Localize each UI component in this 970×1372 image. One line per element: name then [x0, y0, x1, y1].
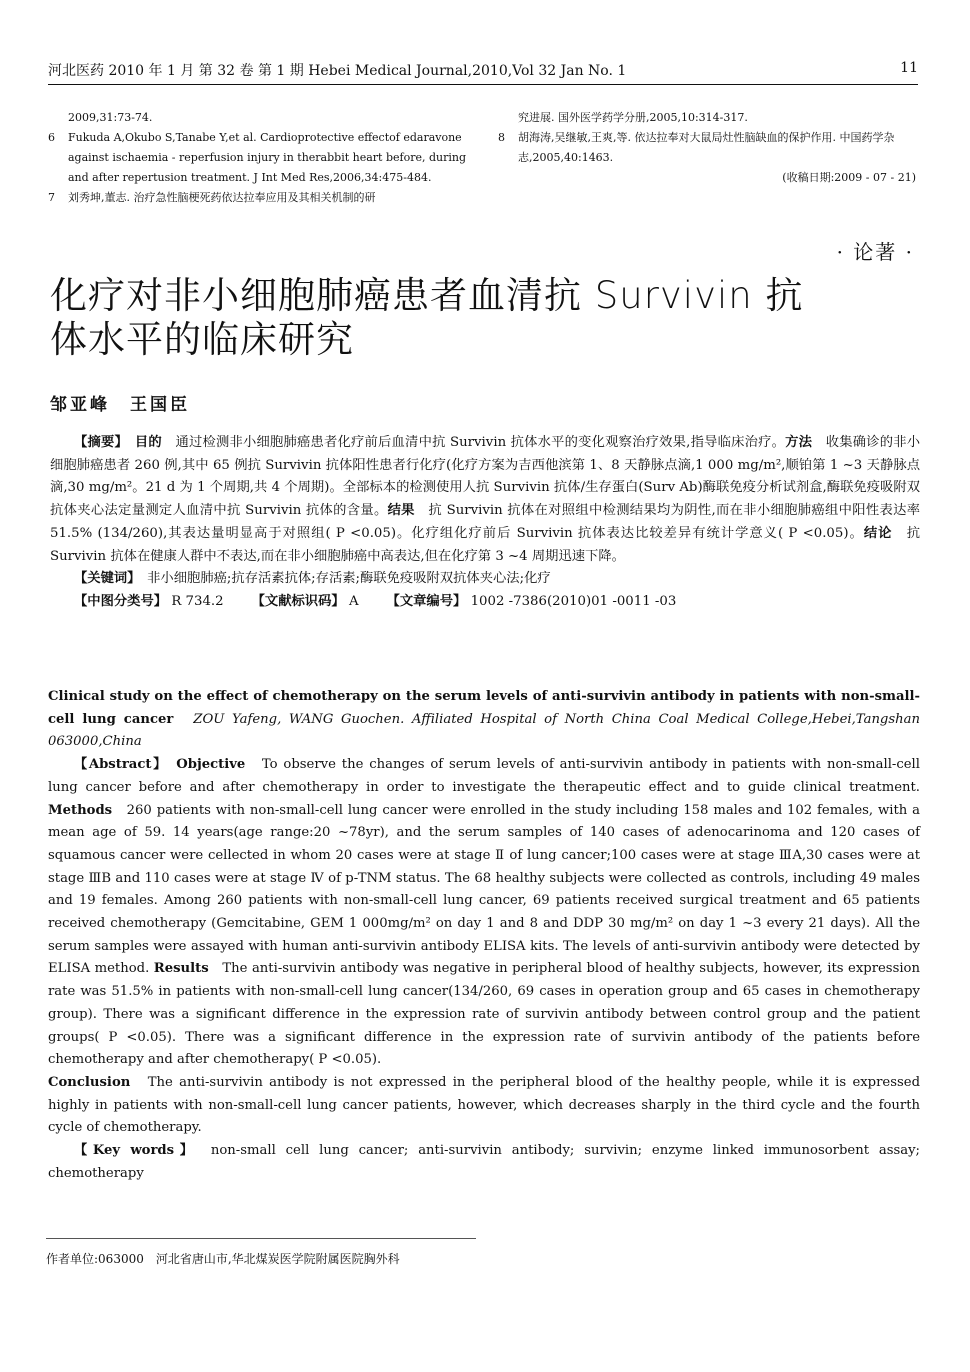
reference-item: 7 刘秀坤,董志. 治疗急性脑梗死药依达拉奉应用及其相关机制的研 [48, 191, 376, 204]
abstract-en-body: 【Abstract】 Objective To observe the changes of serum levels of anti-survivin antibody in patients with non-small-cell lung cancer before and after chemotherapy in order to investigate the therapeutic effect and to guide clinical treatment. Methods 260 patients with non-small-cell lung cancer were enrolled in the study including 158 males and 102 females, with a mean age of 59. 14 years(age range:20 ~78yr), and the serum samples of 140 cases of adenocarinoma and 120 cases of squamous cancer were cellected in whom 20 cases were at stage Ⅱ of lung cancer;100 cases were at stage ⅢA,30 cases were at stage ⅢB and 110 cases were at stage Ⅳ of p-TNM status. The 68 healthy subjects were collected as controls, including 49 males and 19 females. Among 260 patients with non-small-cell lung cancer, 69 patients received surgical treatment and 65 patients received chemotherapy (Gemcitabine, GEM 1 000mg/m² on day 1 and 8 and DDP 30 mg/m² on day 1 ~3 every 21 days). All the serum samples were assayed with human anti-survivin antibody ELISA kits. The levels of anti-survivin antibody were detected by ELISA method. Results The anti-survivin antibody was negative in peripheral blood of healthy subjects, however, its expression rate was 51.5% in patients with non-small-cell lung cancer(134/260, 69 cases in operation group and 65 cases in chemotherapy group). There was a significant difference in the expression rate of survivin antibody between control group and the patient groups( P <0.05). There was a significant difference in the expression rate of survivin antibody of the patients before chemotherapy and after chemotherapy( P <0.05). [48, 757, 920, 1068]
reference-item: 6 Fukuda A,Okubo S,Tanabe Y,et al. Cardioprotective effectof edaravone against ischaemia - reperfusion injury in therabbit heart before, during and after repertusion treatment. J Int Med Res,2006,34:475-484. [48, 131, 466, 184]
conclusion-en: Conclusion The anti-survivin antibody is not expressed in the peripheral blood of the healthy people, while it is expressed highly in patients with non-small-cell lung cancer patients, however, which decreases sharply in the third cycle and the fourth cycle of chemotherapy. [48, 1074, 921, 1136]
reference-item: 2009,31:73-74. [68, 111, 153, 124]
keywords-en: 【Key words】 non-small cell lung cancer; anti-survivin antibody; survivin; enzyme linked immunosorbent assay; chemotherapy [48, 1143, 921, 1181]
reference-item: 究进展. 国外医学药学分册,2005,10:314-317. [518, 111, 748, 124]
abstract-en [48, 686, 920, 1185]
references-right-column [496, 108, 916, 188]
reference-item: 8 胡海涛,吴继敏,王爽,等. 依达拉奉对大鼠局灶性脑缺血的保护作用. 中国药学杂志,2005,40:1463. [498, 131, 895, 164]
journal-header: 河北医药 2010 年 1 月 第 32 卷 第 1 期 Hebei Medical Journal,2010,Vol 32 Jan No. 1 [48, 63, 627, 79]
page-number: 11 [900, 60, 918, 76]
references-left-column [46, 108, 470, 208]
keywords-cn: 【关键词】 非小细胞肺癌;抗存活素抗体;存活素;酶联免疫吸附双抗体夹心法;化疗 [74, 571, 551, 587]
author-affiliation-footnote: 作者单位:063000 河北省唐山市,华北煤炭医学院附属医院胸外科 [46, 1238, 476, 1271]
authors-cn: 邹亚峰 王国臣 [50, 395, 190, 415]
authors-en: ZOU Yafeng, WANG Guochen. Affiliated Hospital of North China Coal Medical College,Hebei,Tangshan 063000,China [48, 711, 920, 750]
running-header [48, 60, 918, 85]
article-title-en: Clinical study on the effect of chemotherapy on the serum levels of anti-survivin antibody in patients with non-small-cell lung cancer [48, 689, 920, 727]
article-title-cn: 化疗对非小细胞肺癌患者血清抗 Survivin 抗体水平的临床研究 [50, 274, 804, 361]
title-authors-en [48, 686, 920, 754]
classification-line: 【中图分类号】 R 734.2 【文献标识码】 A 【文章编号】 1002 -7386(2010)01 -0011 -03 [74, 593, 677, 609]
abstract-cn [50, 432, 920, 614]
abstract-cn-body: 【摘要】 目的 通过检测非小细胞肺癌患者化疗前后血清中抗 Survivin 抗体水平的变化观察治疗效果,指导临床治疗。方法 收集确诊的非小细胞肺癌患者 260 例,其中 65 例抗 Survivin 抗体阳性患者行化疗(化疗方案为吉西他滨第 1、8 天静脉点滴,1 000 mg/m²,顺铂第 1 ~3 天静脉点滴,30 mg/m²。21 d 为 1 个周期,共 4 个周期)。全部标本的检测使用人抗 Survivin 抗体/生存蛋白(Surv Ab)酶联免疫分析试剂盒,酶联免疫吸附双抗体夹心法定量测定人血清中抗 Survivin 抗体的含量。结果 抗 Survivin 抗体在对照组中检测结果均为阴性,而在非小细胞肺癌组中阳性表达率 51.5% (134/260),其表达量明显高于对照组( P <0.05)。化疗组化疗前后 Survivin 抗体表达比较差异有统计学意义( P <0.05)。结论 抗 Survivin 抗体在健康人群中不表达,而在非小细胞肺癌中高表达,但在化疗第 3 ~4 周期迅速下降。 [50, 435, 921, 564]
received-date: (收稿日期:2009 - 07 - 21) [782, 171, 916, 184]
section-tag: · 论著 · [836, 240, 914, 264]
